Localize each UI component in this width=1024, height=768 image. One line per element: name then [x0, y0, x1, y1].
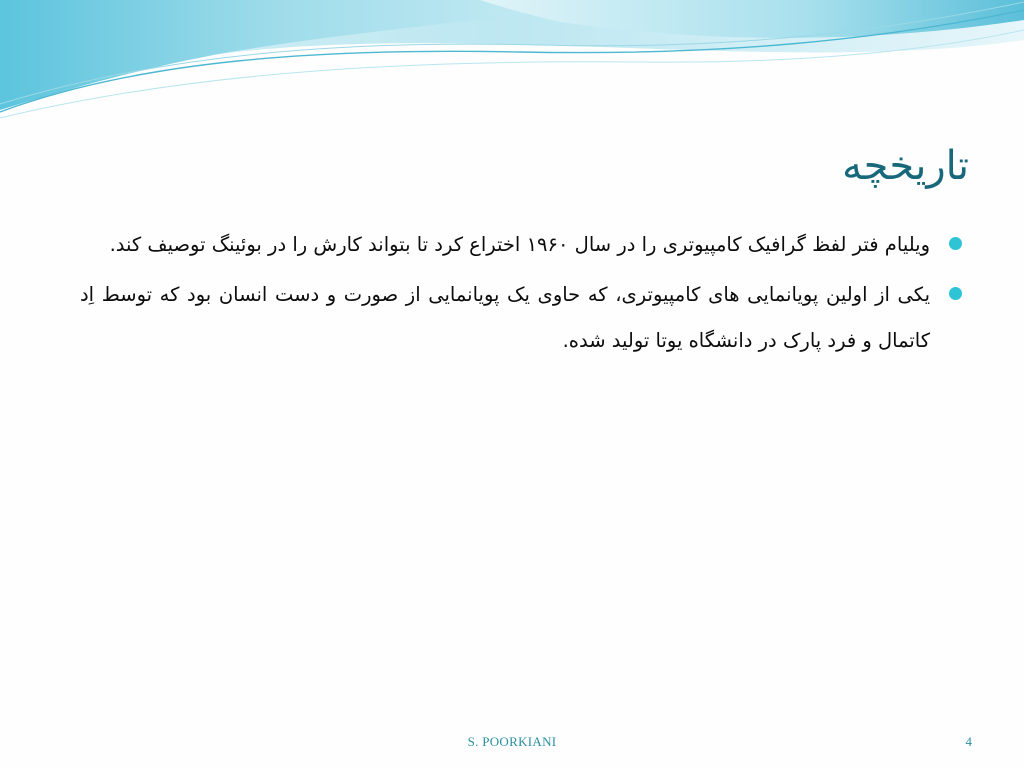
header-wave-decoration	[0, 0, 1024, 130]
slide-title: تاریخچه	[842, 143, 969, 189]
bullet-text: ویلیام فتر لفظ گرافیک کامپیوتری را در سال ۱۹۶۰ اختراع کرد تا بتواند کارش را در بوئینگ توصیف کند.	[109, 233, 930, 256]
footer-author: S. POORKIANI	[467, 734, 557, 749]
bullet-list	[80, 222, 962, 368]
page-number: 4	[965, 734, 972, 749]
bullet-dot-icon	[949, 287, 962, 300]
bullet-text: یکی از اولین پویانمایی های کامپیوتری، که حاوی یک پویانمایی از صورت و دست انسان بود که توسط اِد کاتمال و فرد پارک در دانشگاه یوتا تولید شده.	[80, 283, 930, 352]
bullet-item	[80, 222, 962, 268]
bullet-dot-icon	[949, 237, 962, 250]
bullet-item	[80, 272, 962, 364]
